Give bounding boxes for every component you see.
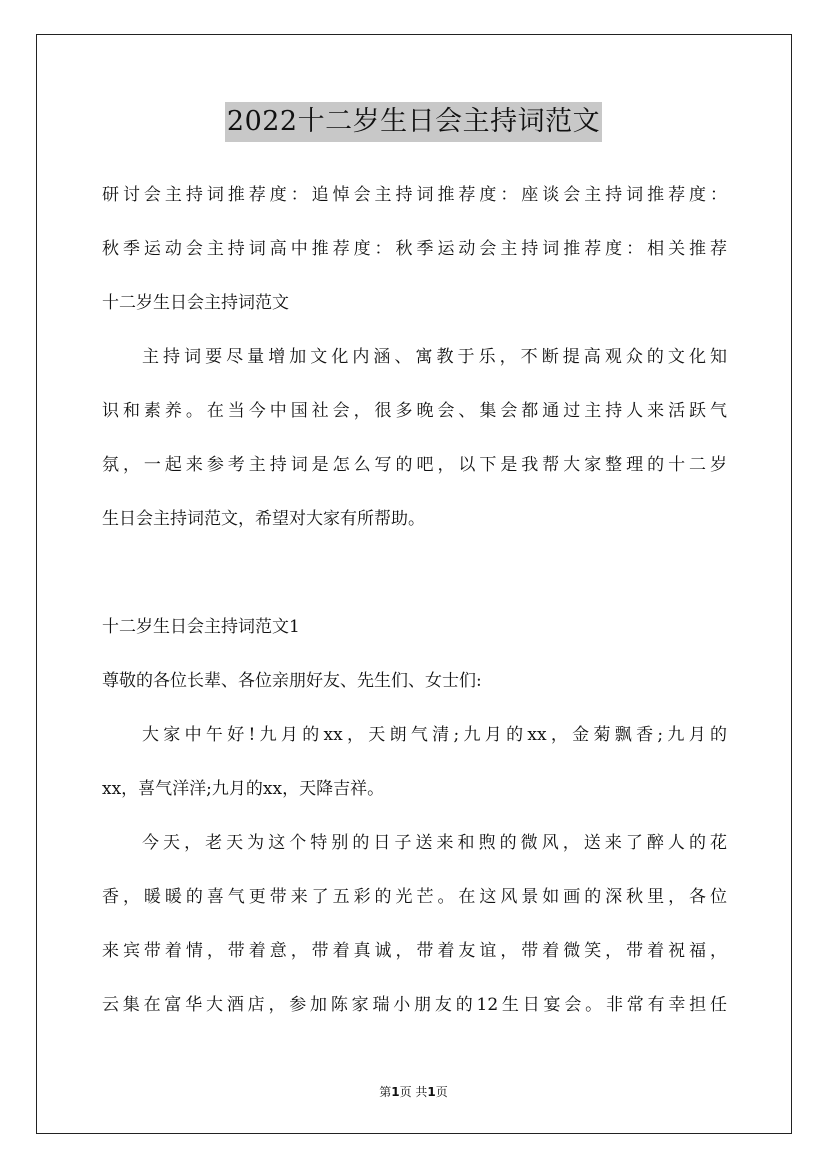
- document-body: [102, 168, 727, 1032]
- body-line: 研讨会主持词推荐度：追悼会主持词推荐度：座谈会主持词推荐度：: [102, 185, 727, 205]
- body-line: 主持词要尽量增加文化内涵、寓教于乐，不断提高观众的文化知: [142, 347, 727, 367]
- body-line: 氛，一起来参考主持词是怎么写的吧，以下是我帮大家整理的十二岁: [102, 455, 727, 475]
- body-line: 香，暖暖的喜气更带来了五彩的光芒。在这风景如画的深秋里，各位: [102, 887, 727, 907]
- body-line: 识和素养。在当今中国社会，很多晚会、集会都通过主持人来活跃气: [102, 401, 727, 421]
- page-footer: [0, 1083, 827, 1101]
- footer-suffix: 页: [435, 1085, 448, 1099]
- title-wrapper: [0, 102, 827, 142]
- body-line: 十二岁生日会主持词范文: [102, 293, 289, 313]
- footer-mid: 页 共: [399, 1085, 428, 1099]
- footer-prefix: 第: [379, 1085, 392, 1099]
- section-heading: 十二岁生日会主持词范文1: [102, 617, 300, 637]
- footer-page-total: 1: [427, 1085, 436, 1099]
- body-line: 秋季运动会主持词高中推荐度：秋季运动会主持词推荐度：相关推荐: [102, 239, 727, 259]
- body-line: 来宾带着情，带着意，带着真诚，带着友谊，带着微笑，带着祝福，: [102, 941, 727, 961]
- footer-page-current: 1: [391, 1085, 400, 1099]
- body-line: xx，喜气洋洋;九月的xx，天降吉祥。: [102, 779, 385, 799]
- body-line: 尊敬的各位长辈、各位亲朋好友、先生们、女士们:: [102, 671, 482, 691]
- paragraph-gap: [102, 546, 727, 600]
- body-line: 大家中午好!九月的xx，天朗气清;九月的xx，金菊飘香;九月的: [142, 725, 727, 745]
- body-line: 生日会主持词范文，希望对大家有所帮助。: [102, 509, 425, 529]
- document-title: 2022十二岁生日会主持词范文: [225, 102, 602, 142]
- body-line: 云集在富华大酒店，参加陈家瑞小朋友的12生日宴会。非常有幸担任: [102, 995, 727, 1015]
- body-line: 今天，老天为这个特别的日子送来和煦的微风，送来了醉人的花: [142, 833, 727, 853]
